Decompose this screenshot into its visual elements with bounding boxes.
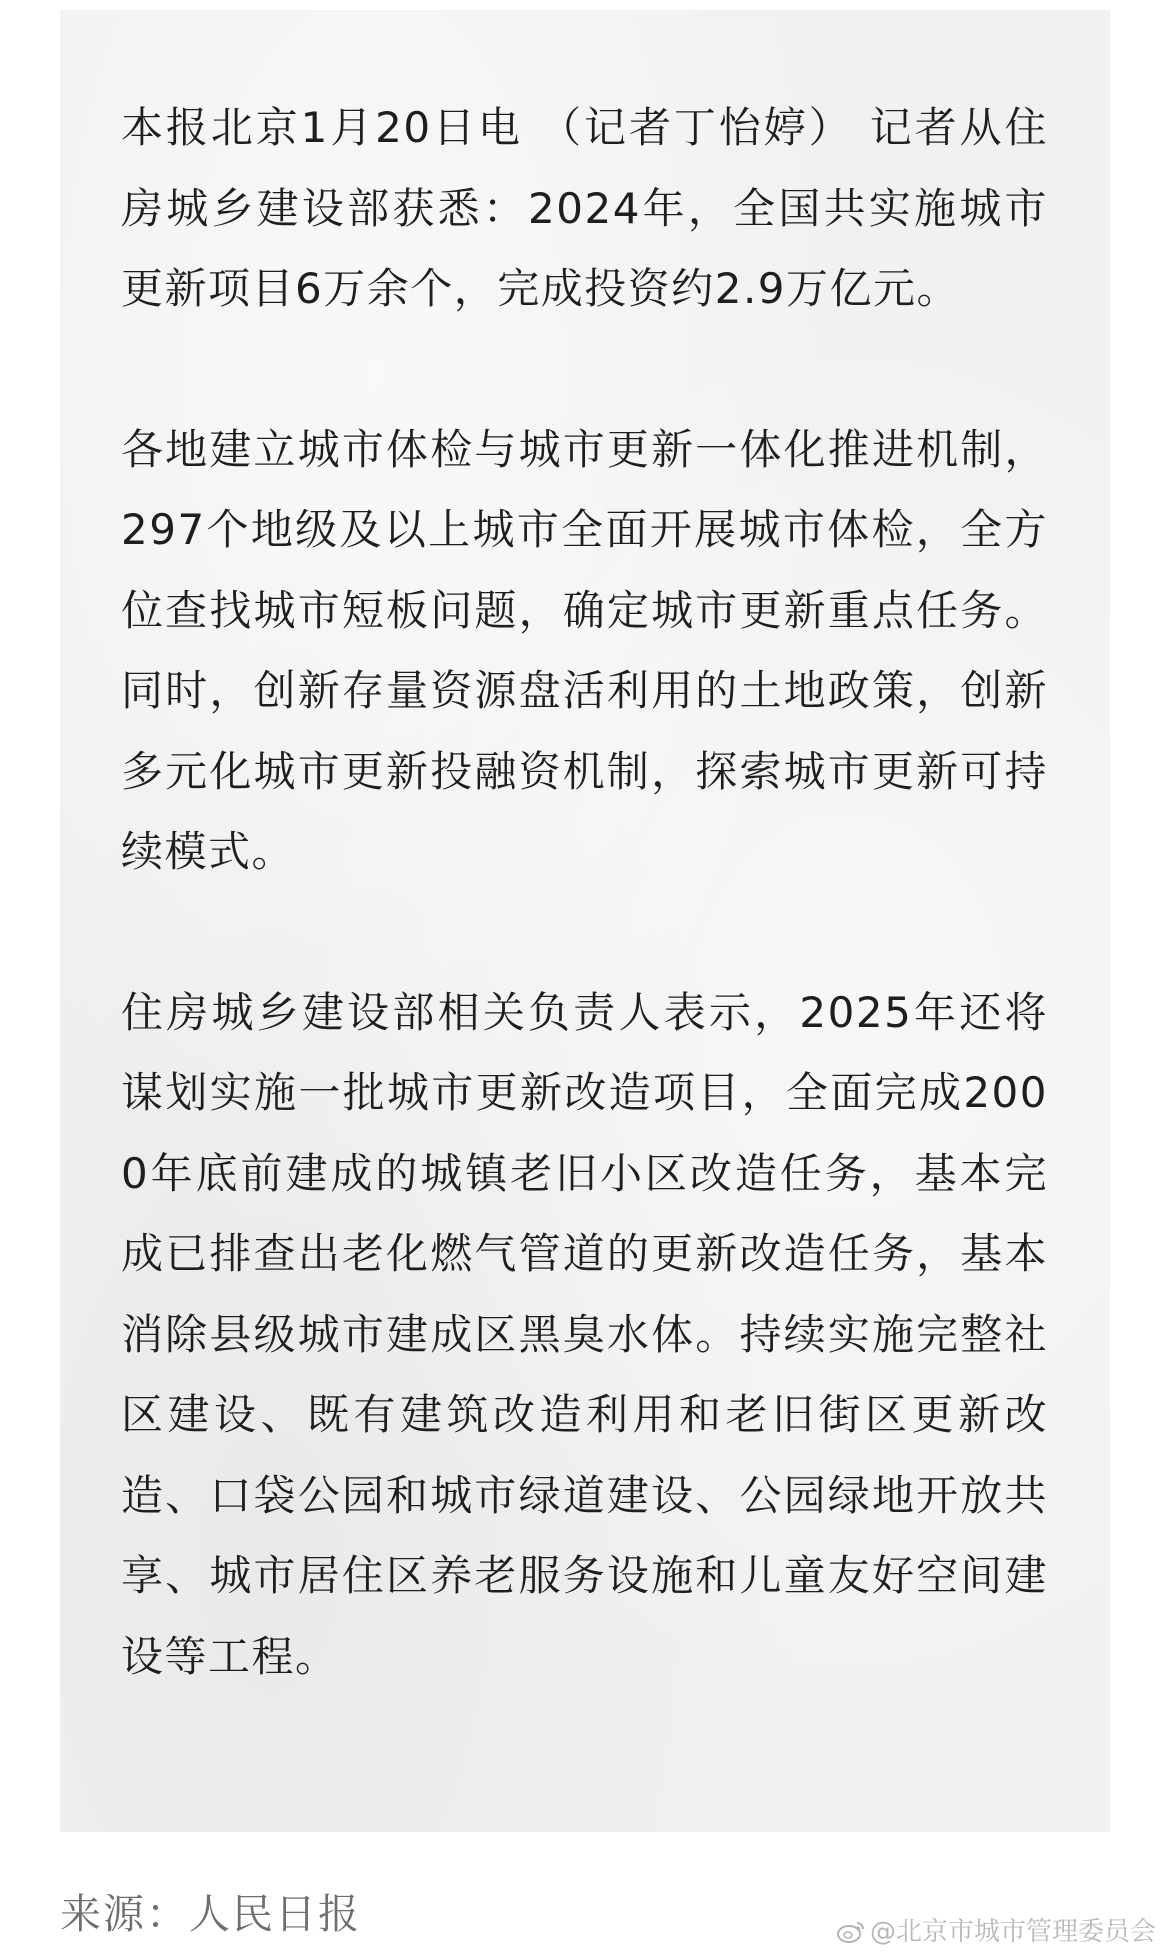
weibo-watermark (836, 1916, 1156, 1948)
article-card (60, 10, 1110, 1832)
article-paragraph-3: 住房城乡建设部相关负责人表示，2025年还将谋划实施一批城市更新改造项目，全面完成2000年底前建成的城镇老旧小区改造任务，基本完成已排查出老化燃气管道的更新改造任务，基本消除县级城市建成区黑臭水体。持续实施完整社区建设、既有建筑改造利用和老旧街区更新改造、口袋公园和城市绿道建设、公园绿地开放共享、城市居住区养老服务设施和儿童友好空间建设等工程。 (121, 987, 1048, 1681)
article-paragraph-2: 各地建立城市体检与城市更新一体化推进机制，297个地级及以上城市全面开展城市体检，全方位查找城市短板问题，确定城市更新重点任务。同时，创新存量资源盘活利用的土地政策，创新多元化城市更新投融资机制，探索城市更新可持续模式。 (121, 424, 1048, 876)
article-paragraph-1: 本报北京1月20日电 （记者丁怡婷） 记者从住房城乡建设部获悉：2024年，全国共实施城市更新项目6万余个，完成投资约2.9万亿元。 (121, 103, 1048, 313)
weibo-icon (836, 1920, 866, 1944)
source-attribution: 来源：人民日报 (60, 1890, 361, 1938)
watermark-text: @北京市城市管理委员会 (869, 1917, 1156, 1947)
